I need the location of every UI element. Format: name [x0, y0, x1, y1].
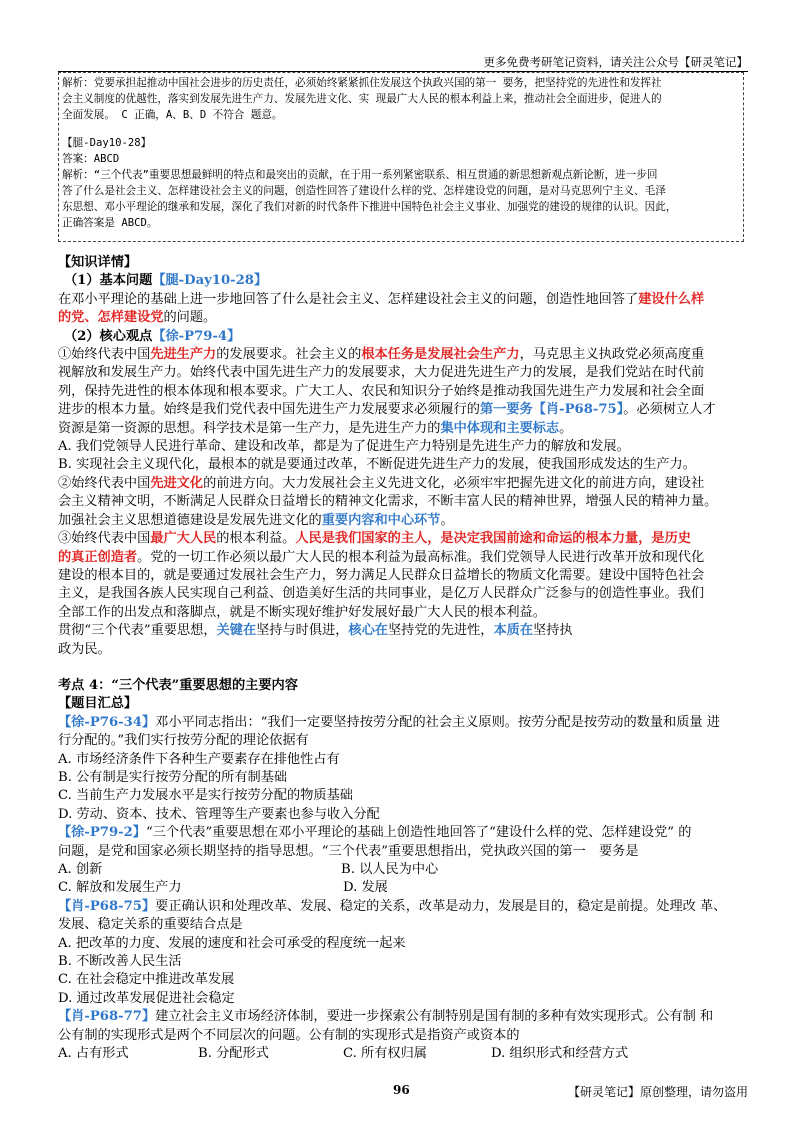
question-line	[58, 1008, 748, 1026]
blue-text: 关键在	[216, 623, 257, 639]
blue-text: 集中体现和主要标志	[440, 420, 560, 436]
text: 资源是第一资源的思想。科学技术是第一生产力，是先进生产力的	[58, 420, 441, 436]
p1-line	[58, 401, 748, 419]
option-line: B. 实现社会主义现代化，最根本的就是要通过改革，不断促进先进生产力的发展，使我国形成发达的生产力。	[58, 457, 696, 473]
question-line: 公有制的实现形式是两个不同层次的问题。公有制的实现形式是指资产或资本的	[58, 1027, 520, 1043]
text: 进步的根本力量。始终是我们党代表中国先进生产力发展要求必须履行的	[58, 402, 480, 418]
question-line: 行分配的。”我们实行按劳分配的理论依据有	[58, 733, 309, 749]
header-text: 更多免费考研笔记资料，请关注公众号【研灵笔记】	[483, 55, 748, 69]
option-line: B. 公有制是实行按劳分配的所有制基础	[58, 769, 288, 785]
box-line: 解析：“三个代表”重要思想最鲜明的特点和最突出的贡献，在于用一系列紧密联系、相互贯通的新思想新观点新论断，进一步回	[62, 169, 658, 181]
box-line: 正确答案是 ABCD。	[62, 217, 158, 229]
option-line: C. 在社会稳定中推进改革发展	[58, 972, 235, 988]
p1-line	[58, 346, 748, 364]
ref-text: 【徐-P76-34】	[58, 714, 156, 730]
red-text: 人民是我们国家的主人，是决定我国前途和命运的根本力量，是历史	[295, 531, 691, 547]
option: A. 占有形式	[58, 1046, 129, 1062]
p4-line	[58, 622, 748, 640]
text: ，马克思主义执政党必须高度重	[519, 347, 705, 363]
red-text: 建设什么样	[638, 291, 705, 307]
blue-text: 重要内容和中心环节	[321, 512, 441, 528]
option: D. 组织形式和经营方式	[491, 1046, 629, 1062]
text: 建立社会主义市场经济体制，要进一步探索公有制特别是国有制的多种有效实现形式。公有制 和	[155, 1009, 714, 1025]
p1-line	[58, 420, 748, 438]
p4-line: 政为民。	[58, 641, 111, 657]
box-line: 答了什么是社会主义、怎样建设社会主义的问题，创造性回答了建设什么样的党、怎样建设党的问题，是对马克思列宁主义、毛泽	[62, 185, 666, 197]
red-text: 的党、怎样建设党	[58, 310, 164, 326]
red-text: 根本任务是发展社会生产力	[361, 347, 520, 363]
option-line: D. 通过改革发展促进社会稳定	[58, 990, 235, 1006]
p3-line: 主义，是我国各族人民实现自己利益、创造美好生活的共同事业，是亿万人民群众广泛参与的创造性事业。我们	[58, 586, 705, 602]
option-line: B. 不断改善人民生活	[58, 954, 182, 970]
option-row	[58, 879, 748, 897]
ref-text: 【肖-P68-75】	[532, 402, 624, 418]
text: 的问题。	[163, 310, 217, 326]
text: 。	[559, 420, 573, 436]
text: 在邓小平理论的基础上进一步地回答了什么是社会主义、怎样建设社会主义的问题，创造性地回答了	[58, 291, 639, 307]
text: 要正确认识和处理改革、发展、稳定的关系，改革是动力，发展是目的，稳定是前提。处理改 革、	[155, 898, 727, 914]
text: 坚持党的先进性，	[387, 623, 494, 639]
p1-line: 视解放和发展生产力。始终代表中国先进生产力的发展要求，大力促进先进生产力的发展，是我们党站在时代前	[58, 365, 705, 381]
question-line	[58, 898, 748, 916]
q1-label: （1）基本问题	[64, 273, 153, 289]
text: 的发展要求。社会主义的	[216, 347, 362, 363]
question-line	[58, 824, 748, 842]
blue-text: 核心在	[348, 623, 388, 639]
box-line: 全面发展。 C 正确，A、B、D 不符合 题意。	[62, 109, 283, 121]
text: 的前进方向。大力发展社会主义先进文化，必须牢牢把握先进文化的前进方向，建设社	[203, 475, 705, 491]
kp4-summary: 【题目汇总】	[58, 696, 138, 712]
text: ①始终代表中国	[58, 347, 151, 363]
p3-line: 建设的根本目的，就是要通过发展社会生产力，努力满足人民群众日益增长的物质文化需要。建设中国特色社会	[58, 567, 705, 583]
text: 坚持执	[533, 623, 573, 639]
p2-line: 会主义精神文明，不断满足人民群众日益增长的精神文化需求，不断丰富人民的精神世界，增强人民的精神力量。	[58, 494, 718, 510]
text: 。	[440, 512, 454, 528]
red-text: 的真正创造者	[58, 549, 138, 565]
p3-line	[58, 530, 748, 548]
main-content	[58, 254, 748, 1063]
option: A. 创新	[58, 862, 103, 877]
box-answer: 答案：ABCD	[62, 153, 120, 165]
blue-text: 第一要务	[480, 402, 533, 418]
p2-line	[58, 512, 748, 530]
option-line: A. 把改革的力度、发展的速度和社会可承受的程度统一起来	[58, 935, 406, 951]
option-line: D. 劳动、资本、技术、管理等生产要素也参与收入分配	[58, 806, 380, 822]
q2-heading	[58, 328, 748, 346]
text: “三个代表”重要思想在邓小平理论的基础上创造性地回答了“建设什么样的党、怎样建设党” 的	[145, 825, 692, 841]
red-text: 先进文化	[150, 475, 204, 491]
text: ③始终代表中国	[58, 531, 151, 547]
text: ②始终代表中国	[58, 475, 151, 491]
text: 邓小平同志指出：“我们一定要坚持按劳分配的社会主义原则。按劳分配是按劳动的数量和质量 进	[155, 714, 720, 730]
q2-ref: 【徐-P79-4】	[152, 328, 241, 344]
question-line: 问题，是党和国家必须长期坚持的指导思想。“三个代表”重要思想指出，党执政兴国的第一 要务是	[58, 843, 639, 859]
red-text: 最广大人民	[150, 531, 217, 547]
box-line: 东思想、邓小平理论的继承和发展，深化了我们对新的时代条件下推进中国特色社会主义事业、加强党的建设的规律的认识。因此，	[62, 201, 677, 213]
option-row	[58, 861, 748, 879]
box-line: 解析：党要承担起推动中国社会进步的历史责任，必须始终紧紧抓住发展这个执政兴国的第一 要务，把坚持党的先进性和发挥社	[62, 77, 662, 89]
q1-ref: 【腿-Day10-28】	[152, 273, 268, 289]
q1-body-2	[58, 309, 748, 327]
option-row	[58, 1045, 748, 1063]
p3-line	[58, 549, 748, 567]
ref-text: 【徐-P79-2】	[58, 825, 146, 841]
option-line: A. 我们党领导人民进行革命、建设和改革，都是为了促进生产力特别是先进生产力的解放和发展。	[58, 439, 630, 455]
p1-line: 列，保持先进性的根本体现和根本要求。广大工人、农民和知识分子始终是推动我国先进生产力发展和社会全面	[58, 383, 705, 399]
text: 贯彻“三个代表”重要思想，	[58, 623, 217, 639]
question-line: 发展、稳定关系的重要结合点是	[58, 917, 243, 933]
option: D. 发展	[343, 880, 388, 896]
text: 。党的一切工作必须以最广大人民的根本利益为最高标准。我们党领导人民进行改革开放和现代化	[137, 549, 705, 565]
text: 。必须树立人才	[623, 402, 716, 418]
option: B. 分配形式	[198, 1046, 269, 1062]
box-line: 会主义制度的优越性，落实到发展先进生产力、发展先进文化、实 现最广大人民的根本利益上来，推动社会全面进步，促进人的	[62, 93, 662, 105]
red-text: 先进生产力	[150, 347, 217, 363]
option: B. 以人民为中心	[341, 862, 439, 877]
option: C. 所有权归属	[343, 1046, 427, 1062]
option: C. 解放和发展生产力	[58, 880, 182, 896]
blue-text: 本质在	[493, 623, 534, 639]
ref-text: 【肖-P68-77】	[58, 1009, 156, 1025]
p2-line	[58, 475, 748, 493]
footer-note: 【研灵笔记】原创整理，请勿盗用	[567, 1085, 748, 1099]
q1-heading	[58, 272, 748, 290]
text: 的根本利益。	[216, 531, 296, 547]
page-number: 96	[393, 1083, 410, 1097]
knowledge-heading: 【知识详情】	[58, 255, 138, 270]
option-line: C. 当前生产力发展水平是实行按劳分配的物质基础	[58, 788, 353, 804]
text: 加强社会主义思想道德建设是发展先进文化的	[58, 512, 322, 528]
page-header	[58, 55, 748, 72]
text: 坚持与时俱进，	[256, 623, 349, 639]
box-tag: 【腿-Day10-28】	[62, 137, 152, 149]
ref-text: 【肖-P68-75】	[58, 898, 156, 914]
p3-line: 全部工作的出发点和落脚点，就是不断实现好维护好发展好最广大人民的根本利益。	[58, 604, 546, 620]
option-line: A. 市场经济条件下各种生产要素存在排他性占有	[58, 751, 340, 767]
q2-label: （2）核心观点	[64, 328, 153, 344]
question-line	[58, 714, 748, 732]
q1-body	[58, 291, 748, 309]
answer-box	[58, 72, 744, 242]
kp4-title: 考点 4：“三个代表”重要思想的主要内容	[58, 677, 298, 693]
